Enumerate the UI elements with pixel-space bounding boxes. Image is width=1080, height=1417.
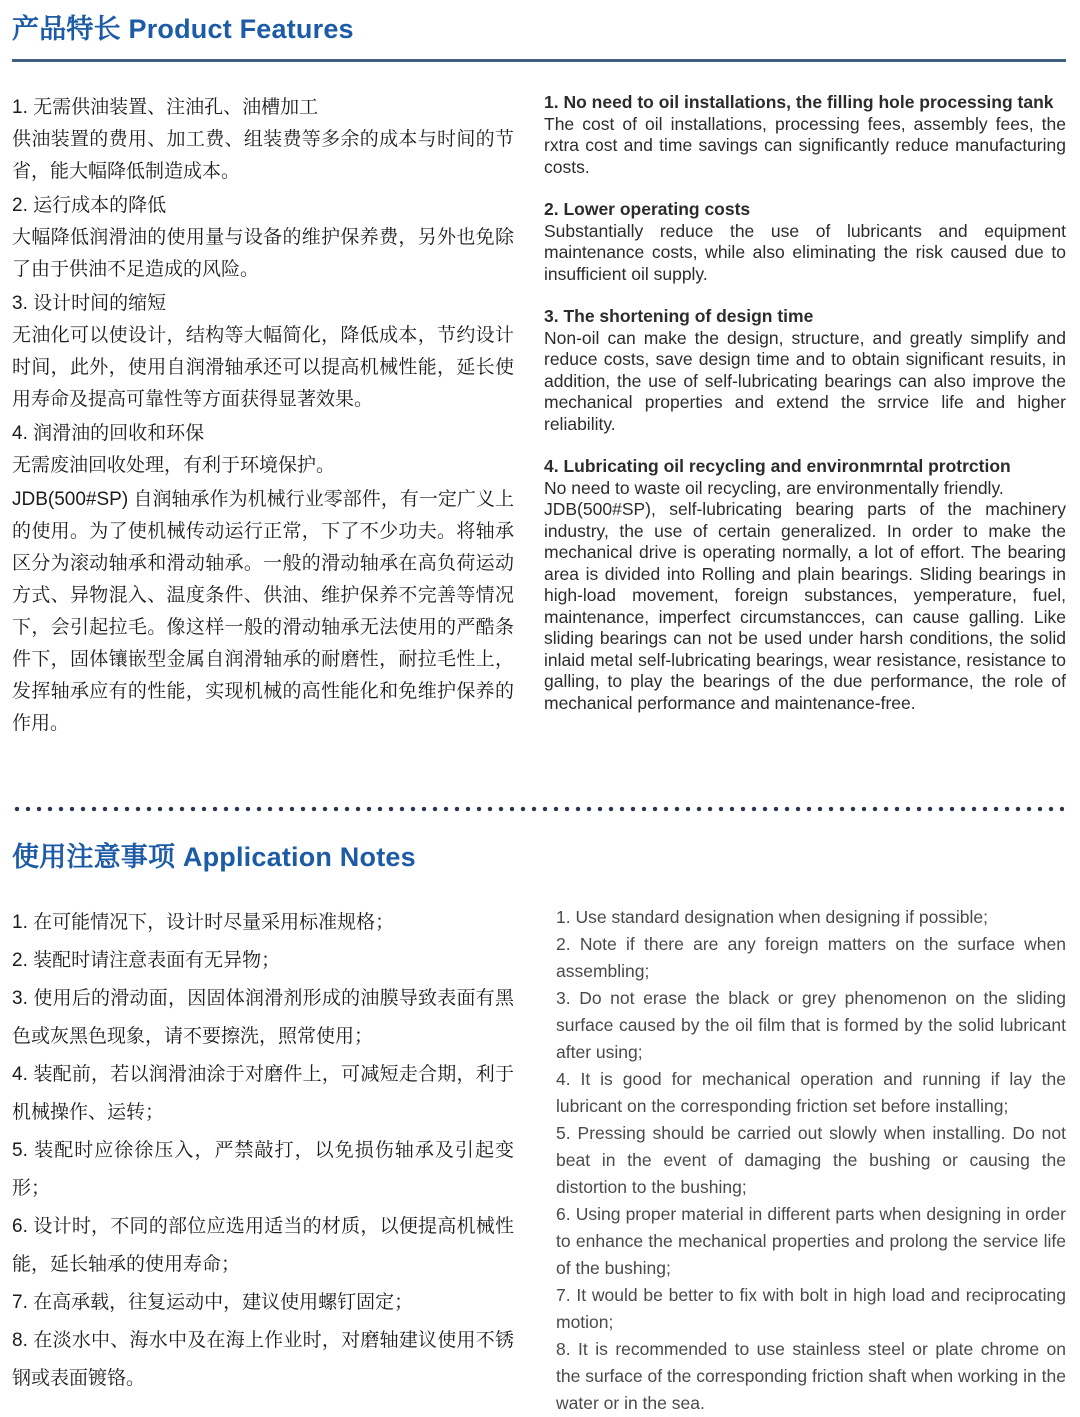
feature-zh-body: 无油化可以使设计，结构等大幅简化，降低成本，节约设计时间，此外，使用自润滑轴承还可以提高机械性能，延长使用寿命及提高可靠性等方面获得显著效果。 — [12, 325, 514, 410]
feature-zh-body: 无需废油回收处理，有利于环境保护。 — [12, 455, 336, 476]
product-features-title: 产品特长 Product Features — [12, 14, 354, 44]
feature-zh-closing-paragraph: JDB(500#SP) 自润轴承作为机械行业零部件，有一定广义上的使用。为了使机械传动运行正常，下了不少功夫。将轴承区分为滚动轴承和滑动轴承。一般的滑动轴承在高负荷运动方式、异物混入、温度条件、供油、维护保养不完善等情况下，会引起拉毛。像这样一般的滑动轴承无法使用的严酷条件下，固体镶嵌型金属自润滑轴承的耐磨性，耐拉毛性上，发挥轴承应有的性能，实现机械的高性能化和免维护保养的作用。 — [12, 489, 514, 734]
note-en-item: 6. Using proper material in different parts when designing in order to enhance the mechanical properties and prolong the service life of the bushing; — [556, 1204, 1066, 1278]
note-en-item: 2. Note if there are any foreign matters on the surface when assembling; — [556, 934, 1066, 981]
feature-en-item — [544, 199, 1066, 285]
note-zh-item: 6. 设计时，不同的部位应选用适当的材质，以便提高机械性能，延长轴承的使用寿命； — [12, 1216, 514, 1275]
feature-zh-body: 供油装置的费用、加工费、组装费等多余的成本与时间的节省，能大幅降低制造成本。 — [12, 129, 514, 182]
note-en-item: 1. Use standard designation when designing if possible; — [556, 907, 988, 927]
feature-zh-heading: 1. 无需供油装置、注油孔、油槽加工 — [12, 97, 319, 118]
feature-en-heading: 2. Lower operating costs — [544, 199, 751, 219]
note-zh-item: 2. 装配时请注意表面有无异物； — [12, 950, 281, 971]
features-columns — [12, 92, 1066, 792]
feature-zh-heading: 4. 润滑油的回收和环保 — [12, 423, 205, 444]
notes-columns — [12, 904, 1066, 1417]
feature-zh-heading: 2. 运行成本的降低 — [12, 195, 167, 216]
feature-en-heading: 3. The shortening of design time — [544, 306, 814, 326]
feature-en-item — [544, 456, 1066, 714]
note-en-item: 3. Do not erase the black or grey phenomenon on the sliding surface caused by the oil film that is formed by the solid lubricant after using; — [556, 988, 1066, 1062]
application-notes-section — [12, 840, 1066, 1417]
feature-en-heading: 1. No need to oil installations, the filling hole processing tank — [544, 92, 1054, 112]
note-zh-item: 8. 在淡水中、海水中及在海上作业时，对磨轴建议使用不锈钢或表面镀铬。 — [12, 1330, 514, 1389]
feature-en-item — [544, 306, 1066, 435]
dotted-section-divider — [14, 806, 1064, 812]
note-zh-item: 1. 在可能情况下，设计时尽量采用标准规格； — [12, 912, 395, 933]
application-notes-title: 使用注意事项 Application Notes — [12, 842, 416, 872]
features-english-column — [544, 92, 1066, 792]
feature-en-item — [544, 92, 1066, 178]
product-features-section — [12, 12, 1066, 792]
title-underline-rule — [12, 59, 1066, 62]
feature-en-body: Substantially reduce the use of lubricants and equipment maintenance costs, while also eliminating the risk caused due to insufficient oil supply. — [544, 220, 1066, 284]
note-en-item: 5. Pressing should be carried out slowly when installing. Do not beat in the event of damaging the bushing or causing the distortion to the bushing; — [556, 1123, 1066, 1197]
feature-zh-heading: 3. 设计时间的缩短 — [12, 293, 167, 314]
feature-en-body: No need to waste oil recycling, are environmentally friendly. — [544, 477, 1004, 498]
feature-en-body-extended: JDB(500#SP), self-lubricating bearing parts of the machinery industry, the use of certain generalized. In order to make the mechanical drive is operating normally, a lot of effort. The bearing area is divided into Rolling and plain bearings. Sliding bearings in high-load movement, foreign substances, yemperature, fuel, maintenance, imperfect circumstancces, can cause galling. Like sliding bearings can not be used under harsh conditions, the solid inlaid metal self-lubricating bearings, wear resistance, resistance to galling, to play the bearings of the due performance, the role of mechanical performance and maintenance-free. — [544, 499, 1066, 713]
feature-en-body: The cost of oil installations, processing fees, assembly fees, the rxtra cost and time savings can significantly reduce manufacturing costs. — [544, 113, 1066, 177]
features-chinese-column — [12, 92, 514, 792]
feature-zh-body: 大幅降低润滑油的使用量与设备的维护保养费，另外也免除了由于供油不足造成的风险。 — [12, 227, 514, 280]
feature-en-heading: 4. Lubricating oil recycling and environmrntal protrction — [544, 456, 1011, 476]
feature-en-body: Non-oil can make the design, structure, and greatly simplify and reduce costs, save design time and to obtain significant resuits, in addition, the use of self-lubricating bearings can also improve the mechanical properties and extend the srrvice life and higher reliability. — [544, 327, 1066, 434]
note-zh-item: 4. 装配前，若以润滑油涂于对磨件上，可减短走合期，利于机械操作、运转； — [12, 1064, 514, 1123]
note-en-item: 4. It is good for mechanical operation and running if lay the lubricant on the corresponding friction set before installing; — [556, 1069, 1066, 1116]
note-zh-item: 5. 装配时应徐徐压入，严禁敲打，以免损伤轴承及引起变形； — [12, 1140, 514, 1199]
notes-chinese-column — [12, 904, 514, 1417]
notes-english-column — [544, 904, 1066, 1417]
note-en-item: 7. It would be better to fix with bolt in high load and reciprocating motion; — [556, 1285, 1066, 1332]
note-zh-item: 3. 使用后的滑动面，因固体润滑剂形成的油膜导致表面有黑色或灰黑色现象，请不要擦洗，照常使用； — [12, 988, 514, 1047]
note-zh-item: 7. 在高承载，往复运动中，建议使用螺钉固定； — [12, 1292, 414, 1313]
note-en-item: 8. It is recommended to use stainless steel or plate chrome on the surface of the corresponding friction shaft when working in the water or in the sea. — [556, 1339, 1066, 1413]
